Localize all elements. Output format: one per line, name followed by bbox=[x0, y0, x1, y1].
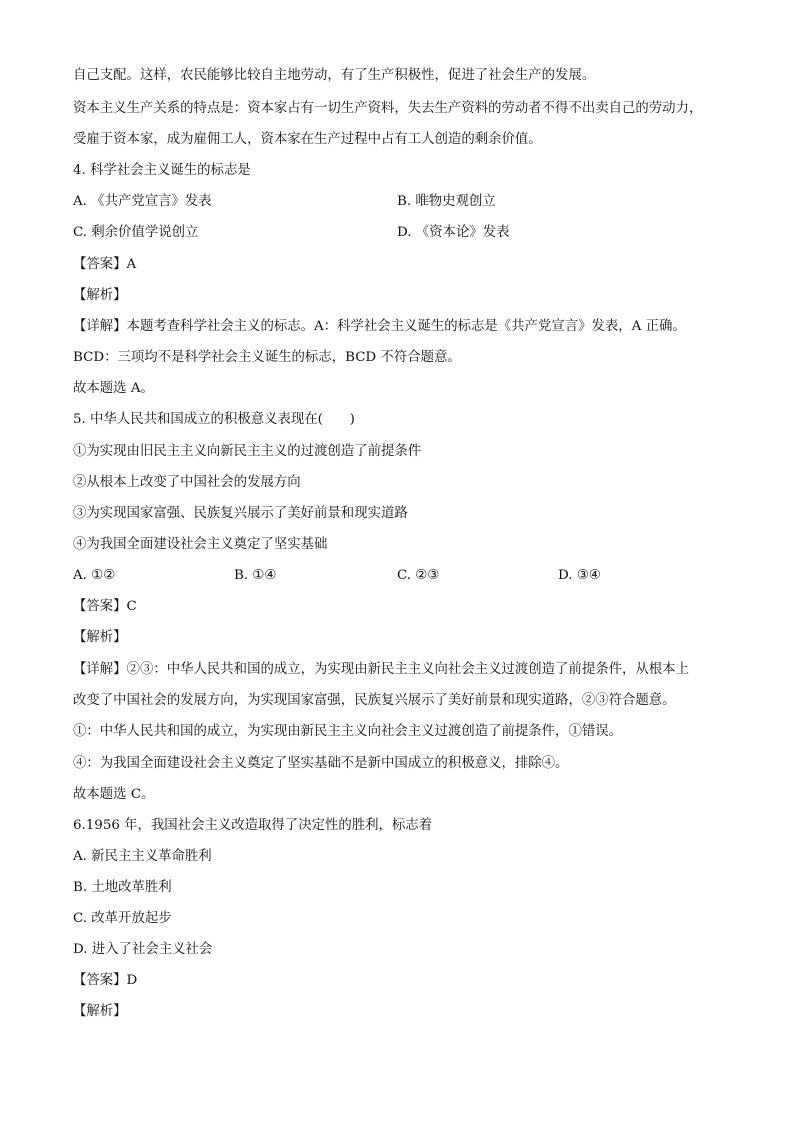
q4-option-c: C. 剩余价值学说创立 bbox=[73, 225, 199, 240]
q5-detail-2: 改变了中国社会的发展方向，为实现国家富强，民族复兴展示了美好前景和现实道路，②③符合题意。 bbox=[73, 693, 676, 708]
q4-answer: 【答案】A bbox=[73, 257, 137, 272]
q6-option-d: D. 进入了社会主义社会 bbox=[73, 942, 213, 957]
q6-option-c: C. 改革开放起步 bbox=[73, 911, 172, 926]
q5-detail-3: ①：中华人民共和国的成立，为实现由新民主主义向社会主义过渡创造了前提条件，①错误。 bbox=[73, 724, 623, 739]
intro-line-2: 资本主义生产关系的特点是：资本家占有一切生产资料，失去生产资料的劳动者不得不出卖自己的劳动力， bbox=[73, 101, 703, 116]
q6-option-b: B. 土地改革胜利 bbox=[73, 880, 172, 895]
q5-option-c: C. ②③ bbox=[397, 568, 440, 583]
q5-detail-4: ④：为我国全面建设社会主义奠定了坚实基础不是新中国成立的积极意义，排除④。 bbox=[73, 756, 569, 771]
intro-line-1: 自己支配。这样，农民能够比较自主地劳动，有了生产积极性，促进了社会生产的发展。 bbox=[73, 68, 596, 83]
q4-option-b: B. 唯物史观创立 bbox=[397, 194, 496, 209]
q5-item-3: ③为实现国家富强、民族复兴展示了美好前景和现实道路 bbox=[73, 506, 408, 521]
q5-item-2: ②从根本上改变了中国社会的发展方向 bbox=[73, 475, 301, 490]
q5-item-1: ①为实现由旧民主主义向新民主主义的过渡创造了前提条件 bbox=[73, 444, 422, 459]
q5-detail-1: 【详解】②③：中华人民共和国的成立，为实现由新民主主义向社会主义过渡创造了前提条件，从根本上 bbox=[73, 662, 689, 677]
q6-stem: 6.1956 年，我国社会主义改造取得了决定性的胜利，标志着 bbox=[73, 818, 433, 833]
q5-option-b: B. ①④ bbox=[234, 568, 277, 583]
q4-detail-2: BCD：三项均不是科学社会主义诞生的标志，BCD 不符合题意。 bbox=[73, 350, 461, 365]
q6-analysis-label: 【解析】 bbox=[73, 1004, 127, 1019]
q4-conclusion: 故本题选 A。 bbox=[73, 381, 154, 396]
q5-item-4: ④为我国全面建设社会主义奠定了坚实基础 bbox=[73, 537, 328, 552]
q4-analysis-label: 【解析】 bbox=[73, 288, 127, 303]
q4-detail-1: 【详解】本题考查科学社会主义的标志。A：科学社会主义诞生的标志是《共产党宣言》发表，A 正确。 bbox=[73, 319, 686, 334]
intro-line-3: 受雇于资本家，成为雇佣工人，资本家在生产过程中占有工人创造的剩余价值。 bbox=[73, 132, 542, 147]
q4-option-d: D. 《资本论》发表 bbox=[397, 225, 510, 240]
q5-answer: 【答案】C bbox=[73, 599, 137, 614]
q5-conclusion: 故本题选 C。 bbox=[73, 787, 155, 802]
q6-option-a: A. 新民主主义革命胜利 bbox=[73, 849, 212, 864]
q4-option-a: A. 《共产党宣言》发表 bbox=[73, 194, 212, 209]
q6-answer: 【答案】D bbox=[73, 973, 138, 988]
q4-stem: 4. 科学社会主义诞生的标志是 bbox=[73, 163, 251, 178]
q5-stem: 5. 中华人民共和国成立的积极意义表现在( ) bbox=[73, 412, 355, 427]
q5-option-a: A. ①② bbox=[73, 568, 116, 583]
q5-analysis-label: 【解析】 bbox=[73, 630, 127, 645]
q5-option-d: D. ③④ bbox=[558, 568, 601, 583]
